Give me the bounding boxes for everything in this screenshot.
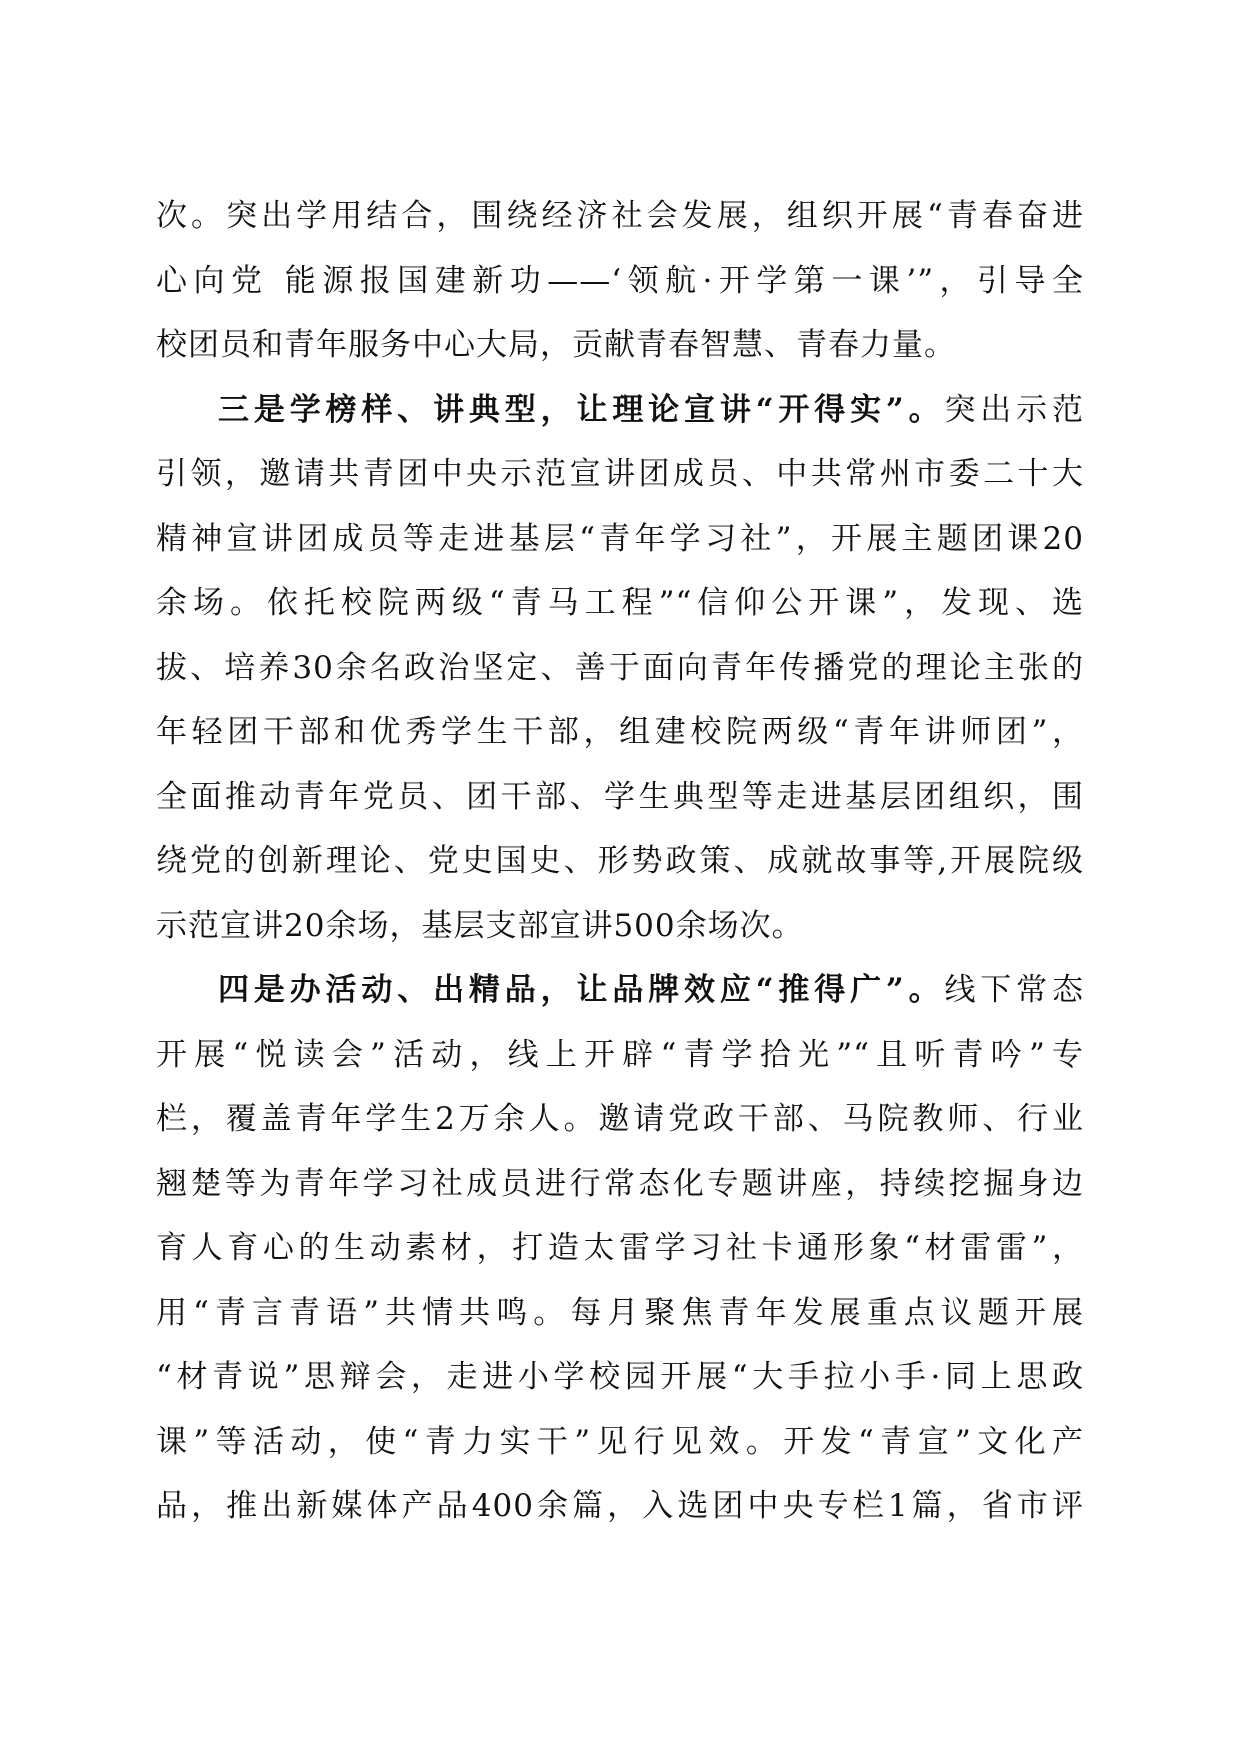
text-line: 翘楚等为青年学习社成员进行常态化专题讲座，持续挖掘身边 — [156, 1165, 1084, 1202]
paragraph-continuation — [156, 184, 1084, 378]
text-line: 精神宣讲团成员等走进基层“青年学习社”，开展主题团课20 — [156, 520, 1084, 557]
text-line: 校团员和青年服务中心大局，贡献青春智慧、青春力量。 — [156, 327, 956, 363]
text-line: “材青说”思辩会，走进小学校园开展“大手拉小手·同上思政 — [156, 1359, 1084, 1395]
paragraph-lead-heading: 三是学榜样、讲典型，让理论宣讲“开得实”。 — [218, 391, 945, 428]
paragraph-three-exemplars — [156, 378, 1084, 959]
text-line: 示范宣讲20余场，基层支部宣讲500余场次。 — [156, 907, 804, 944]
text-line: 次。突出学用结合，围绕经济社会发展，组织开展“青春奋进 — [156, 198, 1084, 234]
text-line: 开展“悦读会”活动，线上开辟“青学拾光”“且听青吟”专 — [156, 1036, 1084, 1073]
text-line: 心向党 能源报国建新功——‘领航·开学第一课’”，引导全 — [156, 262, 1084, 299]
text-line: 引领，邀请共青团中央示范宣讲团成员、中共常州市委二十大 — [156, 456, 1084, 492]
paragraph-lead-rest: 线下常态 — [944, 972, 1084, 1008]
text-line: 育人育心的生动素材，打造太雷学习社卡通形象“材雷雷”， — [156, 1230, 1084, 1266]
paragraph-first-line — [156, 958, 1084, 1023]
text-line: 拔、培养30余名政治坚定、善于面向青年传播党的理论主张的 — [156, 649, 1084, 686]
text-line: 年轻团干部和优秀学生干部，组建校院两级“青年讲师团”， — [156, 714, 1084, 750]
text-line: 课”等活动，使“青力实干”见行见效。开发“青宣”文化产 — [156, 1423, 1084, 1460]
document-body — [156, 184, 1084, 1539]
paragraph-lead-rest: 突出示范 — [944, 391, 1084, 428]
text-line: 绕党的创新理论、党史国史、形势政策、成就故事等,开展院级 — [156, 843, 1084, 879]
paragraph-first-line — [156, 378, 1084, 443]
paragraph-lead-heading: 四是办活动、出精品，让品牌效应“推得广”。 — [218, 972, 945, 1008]
text-line: 品，推出新媒体产品400余篇，入选团中央专栏1篇，省市评 — [156, 1488, 1084, 1524]
text-line: 余场。依托校院两级“青马工程”“信仰公开课”，发现、选 — [156, 585, 1084, 621]
text-line: 用“青言青语”共情共鸣。每月聚焦青年发展重点议题开展 — [156, 1294, 1084, 1331]
text-line: 全面推动青年党员、团干部、学生典型等走进基层团组织，围 — [156, 778, 1084, 815]
text-line: 栏，覆盖青年学生2万余人。邀请党政干部、马院教师、行业 — [156, 1101, 1084, 1137]
paragraph-four-activities — [156, 958, 1084, 1539]
